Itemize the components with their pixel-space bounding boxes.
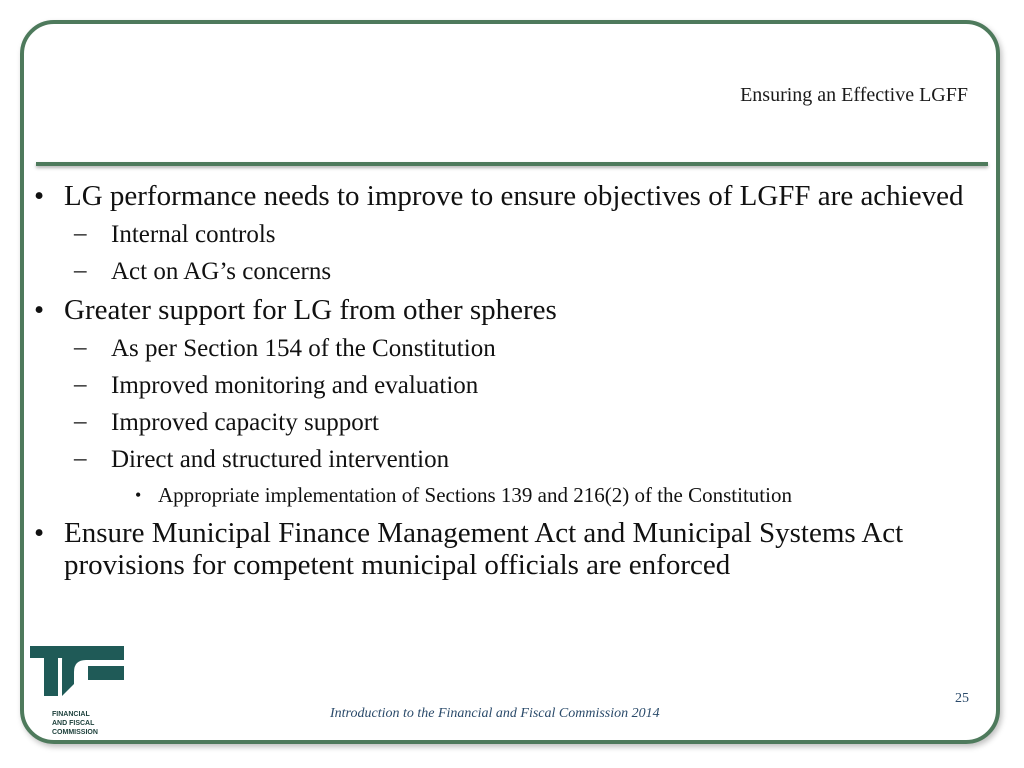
dash-marker: –: [74, 445, 87, 472]
bullet-item: [28, 294, 996, 326]
bullet-marker: •: [34, 294, 45, 326]
sub-sub-bullet-text: Appropriate implementation of Sections 139 and 216(2) of the Constitution: [158, 483, 792, 507]
bullet-item: [28, 180, 996, 212]
dash-marker: –: [74, 220, 87, 247]
bullet-marker: •: [135, 485, 142, 505]
sub-bullet-item: [28, 371, 996, 401]
bullet-text: Greater support for LG from other spheres: [64, 294, 557, 326]
logo-wordmark: [52, 710, 98, 737]
bullet-item: [28, 517, 996, 581]
sub-bullet-item: [28, 408, 996, 438]
logo-line: COMMISSION: [52, 729, 98, 736]
sub-bullet-item: [28, 334, 996, 364]
logo-line: FINANCIAL: [52, 711, 90, 718]
sub-bullet-text: As per Section 154 of the Constitution: [111, 335, 496, 362]
bullet-text: Ensure Municipal Finance Management Act and Municipal Systems Act provisions for competent municipal officials are enforced: [64, 517, 904, 581]
slide-body: [28, 180, 996, 589]
sub-bullet-item: [28, 220, 996, 250]
sub-bullet-text: Internal controls: [111, 221, 276, 248]
bullet-marker: •: [34, 517, 45, 549]
sub-bullet-text: Direct and structured intervention: [111, 446, 450, 473]
logo-line: AND FISCAL: [52, 720, 95, 727]
dash-marker: –: [74, 371, 87, 398]
sub-bullet-item: [28, 445, 996, 475]
sub-sub-bullet-item: [28, 482, 996, 509]
sub-bullet-text: Improved monitoring and evaluation: [111, 372, 479, 399]
dash-marker: –: [74, 408, 87, 435]
sub-bullet-item: [28, 257, 996, 287]
slide-footer: Introduction to the Financial and Fiscal Commission 2014: [330, 706, 660, 721]
slide-title: Ensuring an Effective LGFF: [740, 84, 968, 106]
logo-stem: [44, 646, 58, 696]
title-divider: [36, 162, 988, 166]
dash-marker: –: [74, 257, 87, 284]
sub-bullet-text: Act on AG’s concerns: [111, 258, 332, 285]
sub-bullet-text: Improved capacity support: [111, 409, 379, 436]
dash-marker: –: [74, 334, 87, 361]
page-number: 25: [955, 691, 969, 706]
logo-bar-right: [88, 666, 124, 680]
bullet-text: LG performance needs to improve to ensure objectives of LGFF are achieved: [64, 180, 964, 212]
bullet-marker: •: [34, 180, 45, 212]
